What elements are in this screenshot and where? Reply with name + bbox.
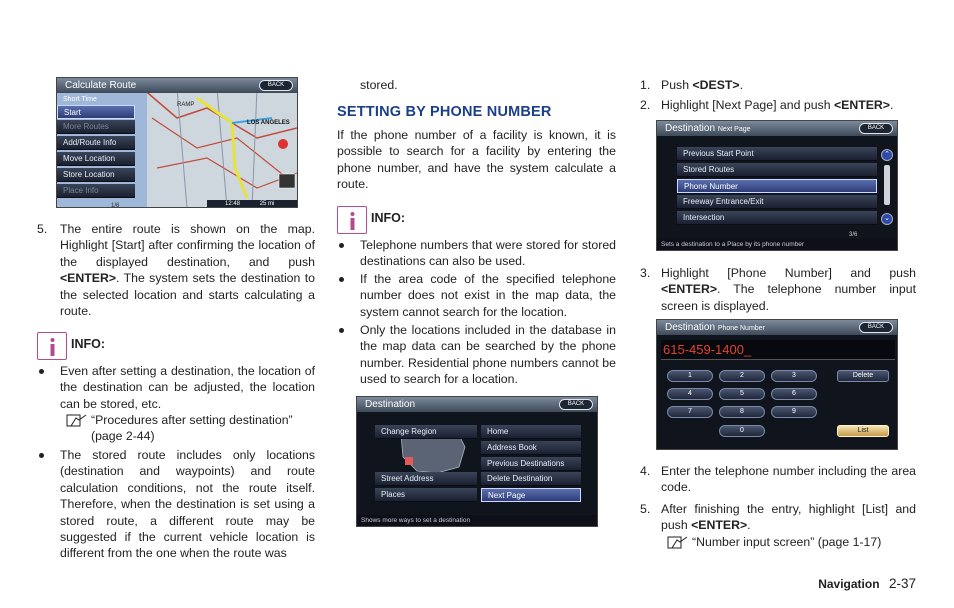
menu-item-short-time[interactable]: Short Time <box>63 96 97 103</box>
menu-item-previous-destinations[interactable]: Previous Destinations <box>481 457 581 471</box>
info-title-2: INFO: <box>371 211 406 225</box>
ramp-label: RAMP <box>177 102 195 108</box>
destination-screen <box>356 396 598 527</box>
page-indicator: 3/6 <box>849 232 858 238</box>
page-indicator: 1/6 <box>111 203 120 208</box>
intro-paragraph: If the phone number of a facility is known, it is possible to search for a facility by entering the phone number, and have the system calculate a route. <box>337 128 616 192</box>
menu-item-intersection[interactable]: Intersection <box>677 211 877 225</box>
bullet-dot <box>339 277 344 282</box>
step-1-text: Push <DEST>. <box>661 78 744 92</box>
bullet-dot <box>39 453 44 458</box>
reference-icon <box>667 536 689 550</box>
step-5-number: 5. <box>640 502 651 516</box>
time-display: 12:48 <box>225 201 241 207</box>
screen-footer: Shows more ways to set a destination <box>357 515 597 526</box>
menu-item-freeway-entrance-exit[interactable]: Freeway Entrance/Exit <box>677 195 877 209</box>
step-5-text: The entire route is shown on the map. Highlight [Start] after confirming the location of the displayed destination, and push <ENTER>. The system sets the destination to the selected location and starts calculating a route. <box>60 222 315 319</box>
menu-item-store-location[interactable]: Store Location <box>57 168 135 182</box>
screen-title: Calculate Route <box>65 80 137 91</box>
distance-display: 25 mi <box>259 201 275 207</box>
scroll-down-icon[interactable]: ⌄ <box>881 213 893 225</box>
screen-subtitle: Next Page <box>717 126 751 133</box>
key-5[interactable]: 5 <box>719 388 765 400</box>
step-4-number: 4. <box>640 464 651 478</box>
screen-footer: Sets a destination to a Place by its phone number <box>657 239 897 250</box>
status-bar <box>207 200 298 208</box>
back-button[interactable]: BACK <box>259 80 293 91</box>
scroll-bar[interactable] <box>884 165 890 205</box>
menu-item-stored-routes[interactable]: Stored Routes <box>677 163 877 177</box>
reference-icon <box>66 414 88 428</box>
bullet-dot <box>39 369 44 374</box>
info-title-1: INFO: <box>71 337 106 351</box>
step-4-text: Enter the telephone number including the area code. <box>661 464 916 495</box>
info-box-2 <box>337 206 367 234</box>
reference-text-2: “Number input screen” (page 1-17) <box>692 535 882 549</box>
key-3[interactable]: 3 <box>771 370 817 382</box>
phone-number-input[interactable]: 615-459-1400_ <box>661 340 895 360</box>
menu-item-delete-destination[interactable]: Delete Destination <box>481 472 581 486</box>
step-5-number: 5. <box>37 222 48 236</box>
key-0[interactable]: 0 <box>719 425 765 437</box>
reference-text-1: “Procedures after setting destination” (page 2-44) <box>91 413 293 444</box>
back-button[interactable]: BACK <box>859 123 893 134</box>
key-9[interactable]: 9 <box>771 406 817 418</box>
bullet-dot <box>339 328 344 333</box>
continued-text: stored. <box>360 78 398 92</box>
menu-item-street-address[interactable]: Street Address <box>375 472 477 486</box>
screen-title: Destination <box>365 399 416 410</box>
info-bullet-2: The stored route includes only locations (destination and waypoints) and route calculation conditions, not the route itself. Therefore, when the destination is set using a stored route, a different route may be suggested if the current vehicle location is different from the one when the route was <box>60 448 315 561</box>
info-icon <box>350 212 355 230</box>
menu-item-more-routes[interactable]: More Routes <box>57 120 135 134</box>
page-footer <box>790 576 916 592</box>
menu-item-place-info[interactable]: Place Info <box>57 184 135 198</box>
menu-item-phone-number[interactable]: Phone Number <box>677 179 877 193</box>
info-bullet-phone-1: Telephone numbers that were stored for stored destinations can also be used. <box>360 238 616 269</box>
step-3-text: Highlight [Phone Number] and push <ENTER>. The telephone number input screen is displayed. <box>661 266 916 313</box>
info-bullet-phone-2: If the area code of the specified telephone number does not exist in the map data, the system cannot search for the location. <box>360 272 616 319</box>
phone-number-screen <box>656 319 898 450</box>
key-4[interactable]: 4 <box>667 388 713 400</box>
next-page-screen <box>656 120 898 251</box>
screen-subtitle: Phone Number <box>717 325 765 332</box>
key-1[interactable]: 1 <box>667 370 713 382</box>
menu-item-start[interactable]: Start <box>57 105 135 119</box>
section-name: Navigation <box>818 577 880 591</box>
screen-title: Destination <box>665 123 716 134</box>
city-label: LOS ANGELES <box>247 120 290 126</box>
menu-item-previous-start-point[interactable]: Previous Start Point <box>677 147 877 161</box>
page-number: 2-37 <box>888 576 916 591</box>
bullet-dot <box>339 243 344 248</box>
scroll-up-icon[interactable]: ⌃ <box>881 149 893 161</box>
menu-item-change-region[interactable]: Change Region <box>375 425 477 439</box>
list-button[interactable]: List <box>837 425 889 437</box>
screen-title: Destination <box>665 322 716 333</box>
menu-item-move-location[interactable]: Move Location <box>57 152 135 166</box>
step-2-text: Highlight [Next Page] and push <ENTER>. <box>661 98 894 112</box>
info-bullet-phone-3: Only the locations included in the database in the map data can be searched by the phone number. Residential phone numbers cannot be used to search for a location. <box>360 323 616 387</box>
step-5-text: After finishing the entry, highlight [List] and push <ENTER>. <box>661 502 916 533</box>
section-heading: SETTING BY PHONE NUMBER <box>337 104 552 120</box>
key-6[interactable]: 6 <box>771 388 817 400</box>
menu-item-home[interactable]: Home <box>481 425 581 439</box>
info-icon <box>50 338 55 356</box>
key-7[interactable]: 7 <box>667 406 713 418</box>
back-button[interactable]: BACK <box>859 322 893 333</box>
step-2-number: 2. <box>640 98 651 112</box>
key-8[interactable]: 8 <box>719 406 765 418</box>
delete-button[interactable]: Delete <box>837 370 889 382</box>
step-3-number: 3. <box>640 266 651 280</box>
back-button[interactable]: BACK <box>559 399 593 410</box>
menu-item-address-book[interactable]: Address Book <box>481 441 581 455</box>
menu-item-next-page[interactable]: Next Page <box>481 488 581 502</box>
menu-item-places[interactable]: Places <box>375 488 477 502</box>
step-1-number: 1. <box>640 78 651 92</box>
menu-item-add-route-info[interactable]: Add/Route Info <box>57 136 135 150</box>
key-2[interactable]: 2 <box>719 370 765 382</box>
info-box-1 <box>37 332 67 360</box>
calculate-route-screen <box>56 77 298 208</box>
info-bullet-1: Even after setting a destination, the location of the destination can be adjusted, the location can be stored, etc. <box>60 364 315 411</box>
